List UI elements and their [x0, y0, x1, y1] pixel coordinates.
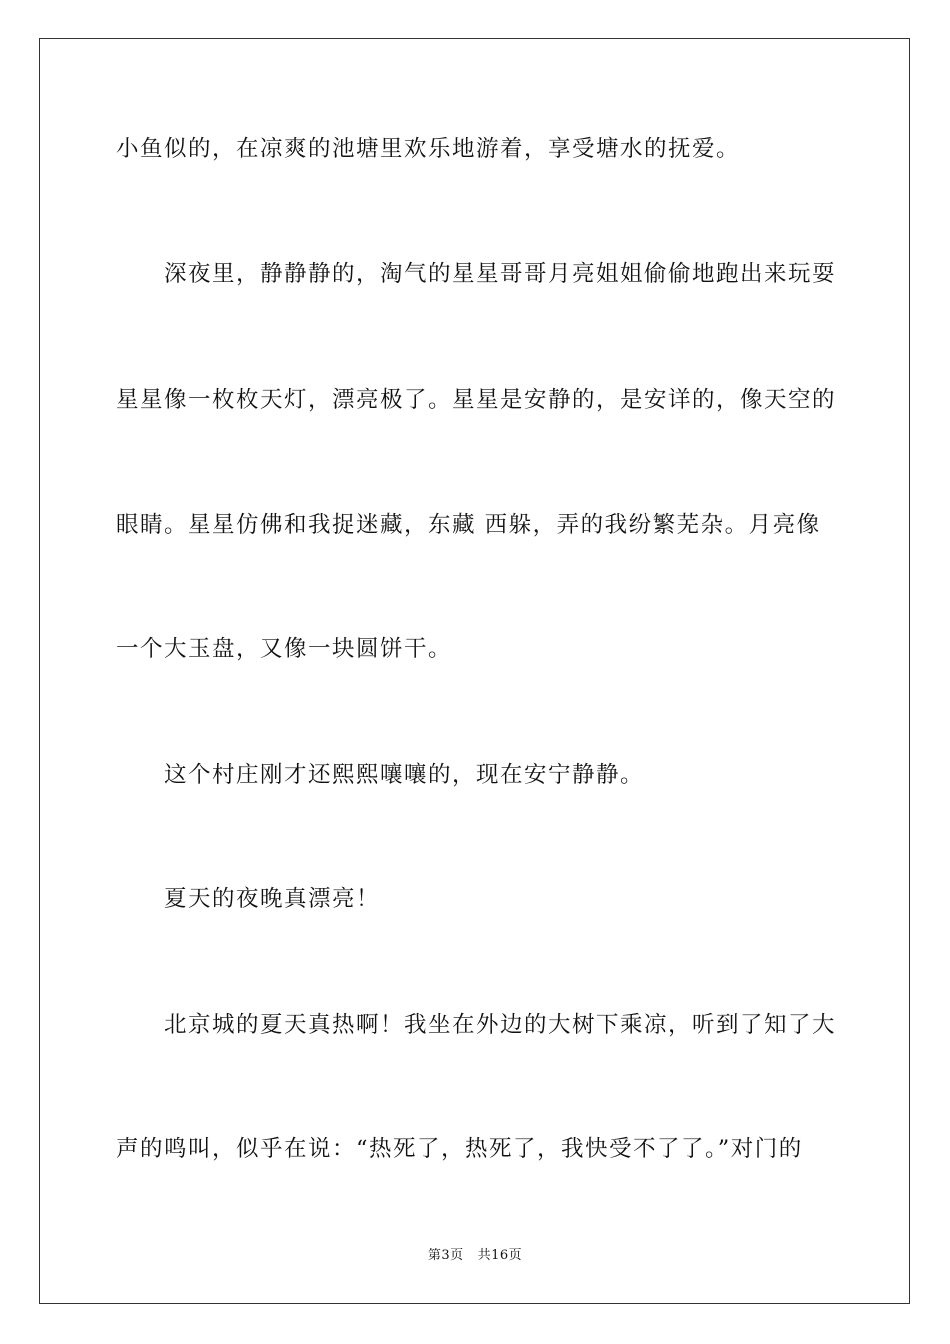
text-line-6: 这个村庄刚才还熙熙嚷嚷的，现在安宁静静。 [164, 762, 645, 788]
text-line-3: 星星像一枚枚天灯，漂亮极了。星星是安静的，是安详的，像天空的 [116, 387, 837, 413]
text-line-7: 夏天的夜晚真漂亮！ [164, 886, 381, 912]
text-line-2: 深夜里，静静静的，淘气的星星哥哥月亮姐姐偷偷地跑出来玩耍 [164, 261, 837, 287]
page-border [39, 38, 910, 1304]
text-line-9: 声的鸣叫，似乎在说：“热死了，热死了，我快受不了了。”对门的 [116, 1136, 803, 1162]
page-number: 第3页 [427, 1248, 464, 1263]
text-line-5: 一个大玉盘，又像一块圆饼干。 [116, 636, 453, 662]
page-total: 共16页 [477, 1248, 523, 1263]
text-line-8: 北京城的夏天真热啊！我坐在外边的大树下乘凉，听到了知了大 [164, 1012, 837, 1038]
page-footer [0, 1247, 950, 1265]
text-line-4: 眼睛。星星仿佛和我捉迷藏，东藏 西躲，弄的我纷繁芜杂。月亮像 [116, 512, 821, 538]
text-line-1: 小鱼似的，在凉爽的池塘里欢乐地游着，享受塘水的抚爱。 [116, 136, 741, 162]
